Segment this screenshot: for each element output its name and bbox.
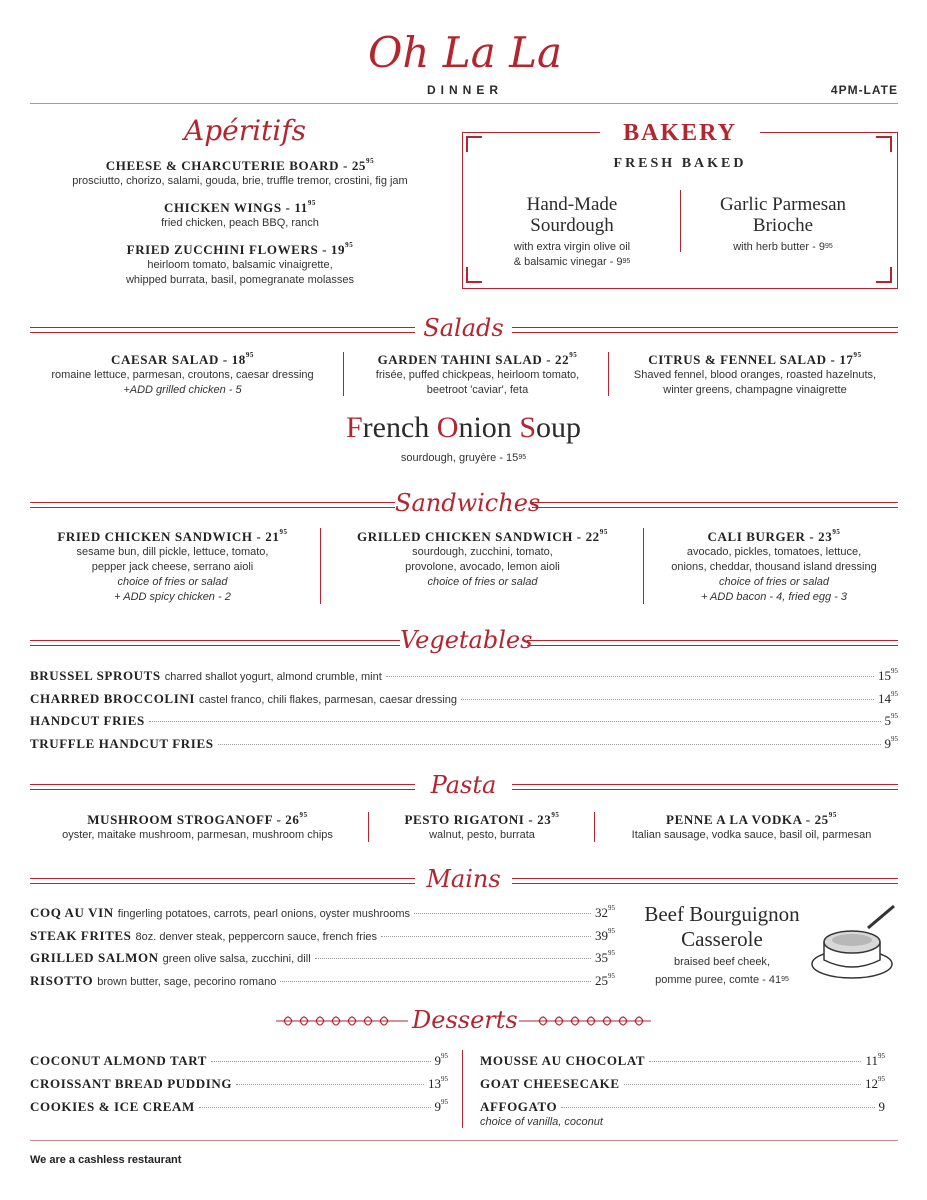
brand-logo: Oh La La — [367, 28, 563, 77]
sandwich-item: CALI BURGER - $23^{95}$ avocado, pickles, tomatoes, lettuce, onions, cheddar, thousand island dressing choice of fries or salad + ADD bacon - 4, fried egg - 3 — [671, 528, 877, 603]
meal-label: DINNER — [426, 83, 503, 97]
salad-item: CAESAR SALAD - $18^{95}$ romaine lettuce, parmesan, croutons, caesar dressing +ADD grilled chicken - 5 — [51, 351, 314, 396]
dessert-row: COOKIES & ICE CREAM $9^{95}$ — [30, 1098, 448, 1114]
header-rule — [30, 103, 898, 104]
section-rule — [30, 502, 395, 508]
section-title-desserts: Desserts — [412, 1006, 518, 1034]
section-title-vegetables: Vegetables — [400, 626, 533, 654]
footer-rule — [30, 1140, 898, 1141]
section-title-aperitifs: Apéritifs — [184, 114, 306, 147]
laurel-right-icon — [515, 1012, 655, 1030]
pasta-item: PENNE A LA VODKA - $25^{95}$ Italian sausage, vodka sauce, basil oil, parmesan — [631, 811, 872, 841]
casserole-illustration-icon — [810, 900, 900, 982]
section-title-mains: Mains — [426, 865, 501, 893]
hours-label: 4PM-LATE — [830, 83, 898, 97]
vegetable-row: BRUSSEL SPROUTS charred shallot yogurt, almond crumble, mint $15^{95}$ — [30, 667, 898, 683]
vegetable-row: HANDCUT FRIES $5^{95}$ — [30, 712, 898, 728]
section-rule — [527, 640, 898, 646]
main-row: RISOTTO brown butter, sage, pecorino romano $25^{95}$ — [30, 972, 615, 988]
section-rule — [30, 784, 415, 790]
section-rule — [30, 327, 415, 333]
laurel-left-icon — [272, 1012, 412, 1030]
pasta-item: MUSHROOM STROGANOFF - $26^{95}$ oyster, maitake mushroom, parmesan, mushroom chips — [62, 811, 333, 841]
column-divider — [462, 1050, 463, 1128]
section-rule — [512, 784, 898, 790]
dessert-row: CROISSANT BREAD PUDDING $13^{95}$ — [30, 1075, 448, 1091]
dessert-row: GOAT CHEESECAKE $12^{95}$ — [480, 1075, 885, 1091]
bakery-title: BAKERY — [600, 118, 760, 148]
bakery-subtitle: FRESH BAKED — [613, 156, 747, 171]
salad-item: GARDEN TAHINI SALAD - $22^{95}$ frisée, puffed chickpeas, heirloom tomato, beetroot 'caviar', feta — [375, 351, 580, 396]
soup-desc: sourdough, gruyère - $15^{95}$ — [400, 452, 527, 464]
vegetable-row: TRUFFLE HANDCUT FRIES $9^{95}$ — [30, 735, 898, 751]
sandwich-item: GRILLED CHICKEN SANDWICH - $22^{95}$ sourdough, zucchini, tomato, provolone, avocado, lemon aioli choice of fries or salad — [357, 528, 608, 588]
salad-item: CITRUS & FENNEL SALAD - $17^{95}$ Shaved fennel, blood oranges, roasted hazelnuts, winter greens, champagne vinaigrette — [633, 351, 877, 396]
bakery-item: Garlic Parmesan Brioche with herb butter - $9^{95}$ — [719, 194, 847, 253]
bakery-divider — [680, 190, 681, 252]
dessert-row: MOUSSE AU CHOCOLAT $11^{95}$ — [480, 1052, 885, 1068]
feature-dish: Beef Bourguignon Casserole braised beef cheek, pomme puree, comte - $41^{95}$ — [644, 902, 800, 986]
column-divider — [368, 812, 369, 842]
pasta-item: PESTO RIGATONI - $23^{95}$ walnut, pesto, burrata — [404, 811, 560, 841]
column-divider — [343, 352, 344, 396]
dessert-note: choice of vanilla, coconut — [480, 1116, 603, 1128]
corner-ornament-icon — [876, 267, 892, 283]
aperitif-item: CHEESE & CHARCUTERIE BOARD - $25^{95}$ prosciutto, chorizo, salami, gouda, brie, truffle tremor, crostini, fig jam — [72, 157, 408, 187]
aperitif-item: CHICKEN WINGS - $11^{95}$ fried chicken, peach BBQ, ranch — [161, 199, 319, 229]
section-rule — [532, 502, 898, 508]
main-row: STEAK FRITES 8oz. denver steak, peppercorn sauce, french fries $39^{95}$ — [30, 927, 615, 943]
main-row: COQ AU VIN fingerling potatoes, carrots, pearl onions, oyster mushrooms $32^{95}$ — [30, 904, 615, 920]
soup-title: French Onion Soup — [345, 411, 581, 444]
corner-ornament-icon — [466, 136, 482, 152]
section-title-sandwiches: Sandwiches — [395, 489, 541, 517]
sandwich-item: FRIED CHICKEN SANDWICH - $21^{95}$ sesame bun, dill pickle, lettuce, tomato, pepper jack cheese, serrano aioli choice of fries or salad + ADD spicy chicken - 2 — [57, 528, 288, 603]
corner-ornament-icon — [876, 136, 892, 152]
section-title-salads: Salads — [423, 314, 504, 342]
section-title-pasta: Pasta — [430, 771, 497, 799]
section-rule — [30, 878, 415, 884]
main-row: GRILLED SALMON green olive salsa, zucchini, dill $35^{95}$ — [30, 949, 615, 965]
section-rule — [512, 327, 898, 333]
column-divider — [594, 812, 595, 842]
dessert-row: AFFOGATO 9 — [480, 1099, 885, 1114]
aperitif-item: FRIED ZUCCHINI FLOWERS - $19^{95}$ heirloom tomato, balsamic vinaigrette, whipped burrata, basil, pomegranate molasses — [125, 241, 355, 286]
dessert-row: COCONUT ALMOND TART $9^{95}$ — [30, 1052, 448, 1068]
section-rule — [30, 640, 400, 646]
cashless-note: We are a cashless restaurant — [30, 1154, 182, 1166]
section-rule — [512, 878, 898, 884]
column-divider — [608, 352, 609, 396]
bakery-item: Hand-Made Sourdough with extra virgin olive oil & balsamic vinegar - $9^{95}$ — [513, 194, 631, 268]
column-divider — [643, 528, 644, 604]
column-divider — [320, 528, 321, 604]
vegetable-row: CHARRED BROCCOLINI castel franco, chili flakes, parmesan, caesar dressing $14^{95}$ — [30, 690, 898, 706]
